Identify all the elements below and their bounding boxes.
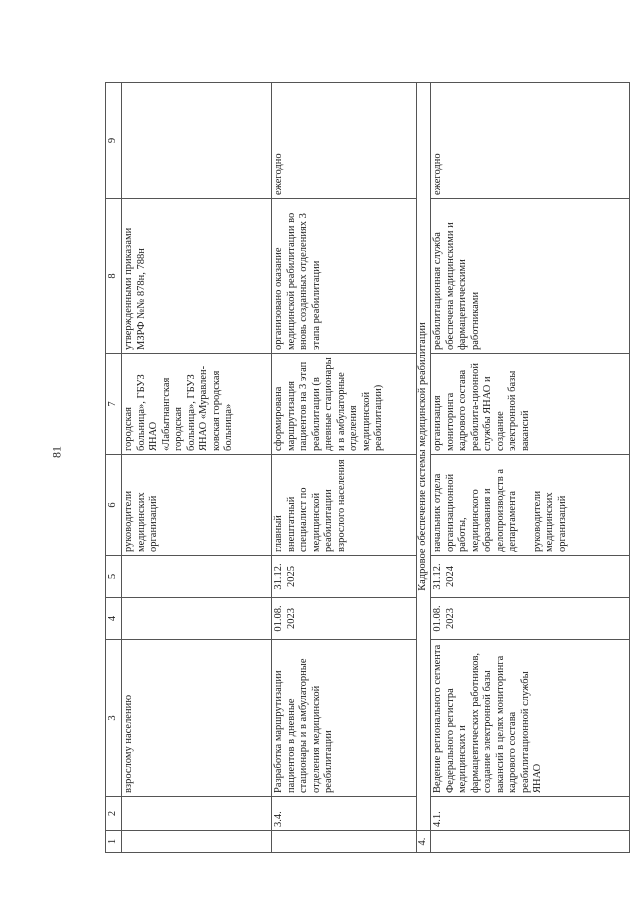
table-row-continued (122, 83, 272, 853)
cell-number: 4.1. (431, 797, 630, 831)
cell-number: 3.4. (272, 797, 417, 831)
cell-frequency: ежегодно (431, 83, 630, 199)
column-number: 8 (106, 199, 122, 354)
table-row-4-1 (431, 83, 630, 853)
cell-activity: Разработка маршрутизации пациентов в дневные стационары и в амбулаторные отделения медицинской реабилитации (272, 640, 417, 797)
cell-activity: Ведение регионального сегмента Федерального регистра медицинских и фармацевтических работников, создание электронной базы вакансий в целях мониторинга кадрового состава реабилитационной службы ЯНАО (431, 640, 630, 797)
cell-result: городская больница», ГБУЗ ЯНАО «Лабытнангская городская больница», ГБУЗ ЯНАО «Муравлен-ковская городская больница» (122, 354, 272, 455)
cell-frequency: ежегодно (272, 83, 417, 199)
cell-activity: взрослому населению (122, 640, 272, 797)
responsible-primary: начальник отдела организационной работы, медицинского образования и делопроизводств а департамента (432, 468, 518, 552)
rotated-table-container (105, 83, 630, 853)
cell-start-date: 01.08. 2023 (272, 598, 417, 640)
cell-start-date: 01.08. 2023 (431, 598, 630, 640)
section-title: Кадровое обеспечение системы медицинской реабилитации (417, 83, 431, 831)
cell-end-date: 31.12. 2025 (272, 556, 417, 598)
cell-responsible (431, 455, 630, 556)
column-number: 3 (106, 640, 122, 797)
cell-responsible: руководители медицинских организаций (122, 455, 272, 556)
cell-result: сформирована маршрутизация пациентов на 3 этап реабилитации (в дневные стационары и в амбулаторные отделения медицинской реабилитации) (272, 354, 417, 455)
column-number: 2 (106, 797, 122, 831)
section-number: 4. (417, 831, 431, 853)
responsible-secondary: руководители медицинских организаций (531, 490, 568, 552)
section-row (417, 83, 431, 853)
cell-end-date: 31.12. 2024 (431, 556, 630, 598)
cell-responsible: главный внештатный специалист по медицинской реабилитации взрослого населения (272, 455, 417, 556)
column-number: 1 (106, 831, 122, 853)
column-number: 5 (106, 556, 122, 598)
column-number: 6 (106, 455, 122, 556)
cell-indicator: утвержденными приказами МЗРФ №№ 878н, 788н (122, 199, 272, 354)
cell-indicator: организовано оказание медицинской реабилитации во вновь созданных отделениях 3 этапа реабилитации (272, 199, 417, 354)
column-number: 4 (106, 598, 122, 640)
plan-table (105, 82, 630, 853)
page-number: 81 (49, 446, 64, 458)
column-number-row (106, 83, 122, 853)
column-number: 7 (106, 354, 122, 455)
table-row-3-4 (272, 83, 417, 853)
cell-result: организация мониторинга кадрового состава реабилита-ционной службы ЯНАО и создание электронной базы вакансий (431, 354, 630, 455)
column-number: 9 (106, 83, 122, 199)
cell-indicator: реабилитационная служба обеспечена медицинскими и фармацевтическими работниками (431, 199, 630, 354)
